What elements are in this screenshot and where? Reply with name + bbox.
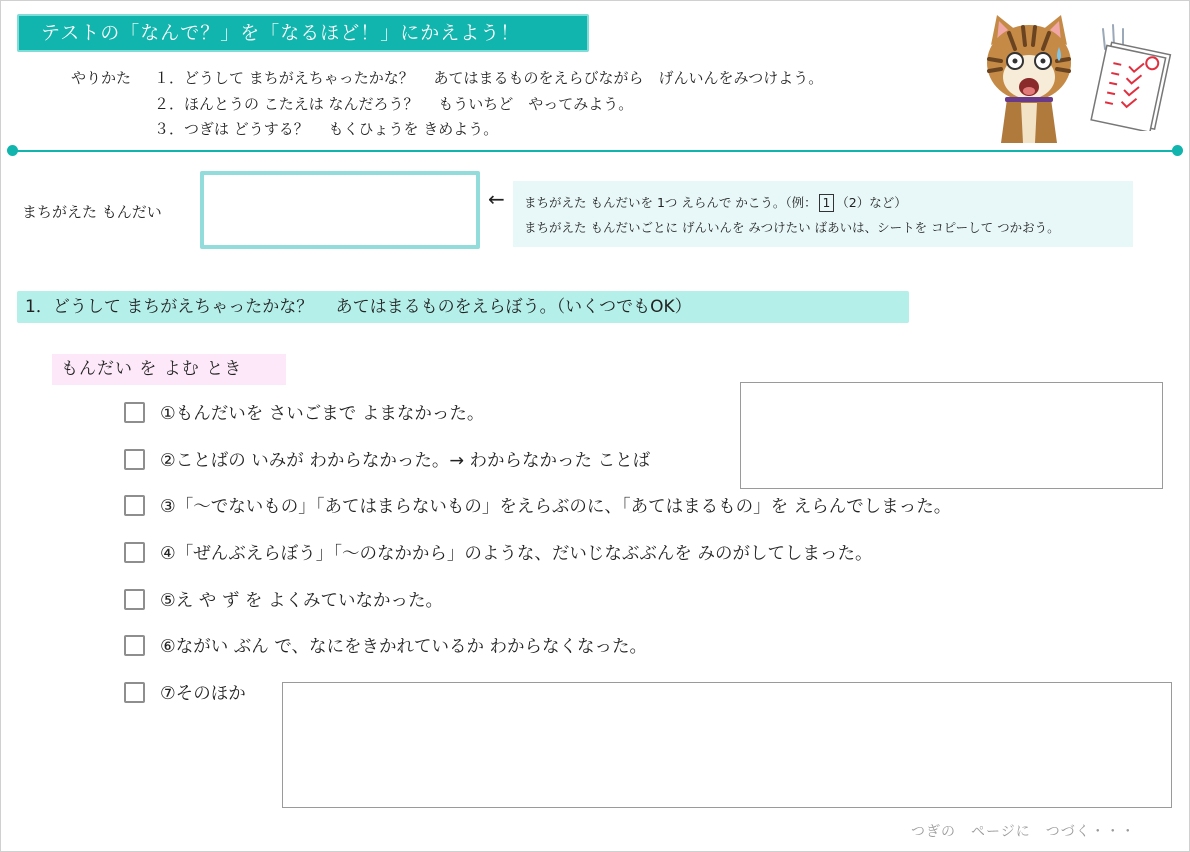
divider-dot-right [1172,145,1183,156]
section-divider [13,150,1177,152]
reading-subheading: もんだい を よむ とき [52,354,286,385]
divider-dot-left [7,145,18,156]
note-line-2: まちがえた もんだいごとに げんいんを みつけたい ばあいは、シートを コピーして つかおう。 [524,220,1060,235]
note-line-1-end: （2）など） [836,195,907,210]
howto-step-2: ２．ほんとうの こたえは なんだろう？ もういちど やってみよう。 [154,95,634,113]
reason-label-2: ②ことばの いみが わからなかった。→ わからなかった ことば [160,450,651,471]
howto-step-1: １．どうして まちがえちゃったかな？ あてはまるものをえらびながら げんいんをみつけよう。 [154,69,824,87]
note-line-1-start: まちがえた もんだいを 1つ えらんで かこう。（例： [524,195,817,210]
reason-item-2 [124,446,650,472]
shocked-cat-icon [983,11,1075,143]
reason-label-6: ⑥ながい ぶん で、なにをきかれているか わからなくなった。 [160,636,648,657]
other-reason-box[interactable] [282,682,1172,808]
left-arrow-icon: ← [488,187,505,211]
checkbox-6[interactable] [124,635,145,656]
reason-item-6 [124,632,647,658]
example-number-box: 1 [819,194,835,212]
reason-label-1: ①もんだいを さいごまで よまなかった。 [160,403,485,424]
reason-item-7 [124,679,246,705]
checkbox-1[interactable] [124,402,145,423]
instruction-note [513,181,1133,247]
reason-item-1 [124,399,484,425]
howto-label: やりかた [71,69,132,87]
checkbox-7[interactable] [124,682,145,703]
howto-step-3: ３．つぎは どうする？ もくひょうを きめよう。 [154,120,499,138]
checkbox-3[interactable] [124,495,145,516]
checkbox-2[interactable] [124,449,145,470]
reason-item-4 [124,539,873,565]
continued-footer: つぎの ページに つづく・・・ [911,824,1136,840]
graded-test-paper-icon [1081,21,1175,131]
checkbox-4[interactable] [124,542,145,563]
unknown-words-box[interactable] [740,382,1163,489]
checkbox-5[interactable] [124,589,145,610]
mistake-input-box[interactable] [200,171,480,249]
section-1-heading: 1．どうして まちがえちゃったかな？ あてはまるものをえらぼう。（いくつでもOK） [17,291,909,323]
reason-label-5: ⑤え や ず を よくみていなかった。 [160,590,443,611]
reason-label-4: ④「ぜんぶえらぼう」「〜のなかから」のような、だいじなぶぶんを みのがしてしまった。 [160,543,873,564]
note-line-1 [524,190,1133,215]
mistake-label: まちがえた もんだい [22,203,162,221]
reason-label-3: ③「〜でないもの」「あてはまらないもの」をえらぶのに、「あてはまるもの」を えらんでしまった。 [160,496,952,517]
reason-item-3 [124,492,951,518]
page-title: テストの「なんで？」を「なるほど！」にかえよう！ [17,14,589,52]
reason-item-5 [124,586,443,612]
reason-label-7: ⑦そのほか [160,683,246,704]
